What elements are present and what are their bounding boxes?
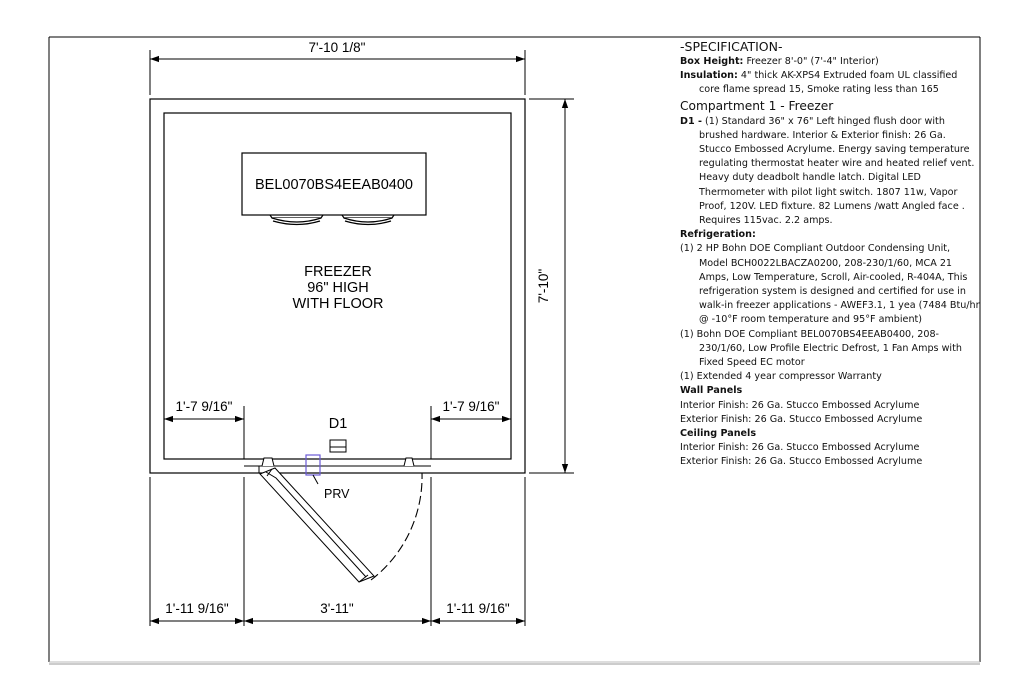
door-leaf: [260, 468, 374, 582]
prv-leader: [313, 475, 318, 484]
evaporator-model-label: BEL0070BS4EEAB0400: [254, 177, 414, 193]
dimension-overall-width-label: 7'-10 1/8": [308, 40, 366, 55]
dimension-bottom-center-label: 3'-11": [320, 601, 354, 616]
spec-ceiling-interior: Interior Finish: 26 Ga. Stucco Embossed Acrylume: [680, 442, 920, 454]
spec-d1-text: (1) Standard 36" x 76" Left hinged flush door with brushed hardware. Interior & Exterior finish: 26 Ga. Stucco Embossed Acrylume. Energy saving temperature regulating thermostat heater wire and heated relief vent. Heavy duty deadbolt handle latch. Digital LED Thermometer with pilot light switch. 1807 11w, Vapor Proof, 120V. LED fixture. 82 Lumens /watt Angled face . Requires 115vac. 2.2 amps.: [699, 115, 975, 227]
pressure-relief-vent: [306, 455, 320, 475]
dimension-overall-depth-label: 7'-10": [536, 268, 551, 304]
spec-box-height-label: Box Height:: [680, 56, 744, 67]
spec-box-height-value: Freezer 8'-0" (7'-4" Interior): [743, 56, 879, 67]
prv-label: PRV: [324, 487, 350, 501]
spec-ceiling-panels-label: Ceiling Panels: [680, 428, 757, 440]
spec-wall-panels-label: Wall Panels: [680, 385, 743, 397]
spec-wall-exterior: Exterior Finish: 26 Ga. Stucco Embossed Acrylume: [680, 413, 923, 425]
spec-insulation-value: 4" thick AK-XPS4 Extruded foam UL classified core flame spread 15, Smoke rating less than 165: [699, 70, 958, 96]
spec-insulation: [680, 69, 980, 97]
dimension-bottom-left-label: 1'-11 9/16": [165, 601, 229, 616]
spec-wall-interior: Interior Finish: 26 Ga. Stucco Embossed Acrylume: [680, 399, 920, 411]
spec-box-height: [680, 55, 980, 69]
door-swing-arc: [371, 473, 422, 580]
spec-refrigeration-item: (1) Extended 4 year compressor Warranty: [680, 371, 882, 383]
spec-compartment-title: Compartment 1 - Freezer: [680, 98, 834, 113]
spec-ceiling-exterior: Exterior Finish: 26 Ga. Stucco Embossed Acrylume: [680, 456, 923, 468]
room-label-line-3: WITH FLOOR: [292, 296, 384, 312]
spec-d1-label: D1 -: [680, 115, 702, 127]
room-label-line-2: 96" HIGH: [307, 280, 369, 296]
room-label-line-1: FREEZER: [304, 264, 372, 280]
spec-refrigeration-item: (1) Bohn DOE Compliant BEL0070BS4EEAB0400, 208-230/1/60, Low Profile Electric Defrost, 1 Fan Amps with Fixed Speed EC motor: [680, 328, 962, 369]
spec-title: -SPECIFICATION-: [680, 39, 783, 54]
dimension-bottom-right-label: 1'-11 9/16": [446, 601, 510, 616]
dimension-overall-width: [150, 50, 525, 95]
spec-insulation-label: Insulation:: [680, 70, 738, 82]
spec-refrigeration-label: Refrigeration:: [680, 229, 756, 241]
spec-refrigeration-item: (1) 2 HP Bohn DOE Compliant Outdoor Condensing Unit, Model BCH0022LBACZA0200, 208-230/1/60, MCA 21 Amps, Low Temperature, Scroll, Air-cooled, R-404A, This refrigeration system is designed and certified for use in walk-in freezer applications - AWEF3.1, 1 yea (7484 Btu/hr @ -10°F room temperature and 95°F ambient): [680, 243, 980, 326]
dimension-left-inner-label: 1'-7 9/16": [175, 399, 233, 414]
door-heater-housing: [330, 440, 346, 452]
specification-panel: [680, 39, 980, 470]
spec-d1: [680, 115, 980, 229]
door-label: D1: [328, 416, 348, 432]
dimension-right-inner-label: 1'-7 9/16": [442, 399, 500, 414]
